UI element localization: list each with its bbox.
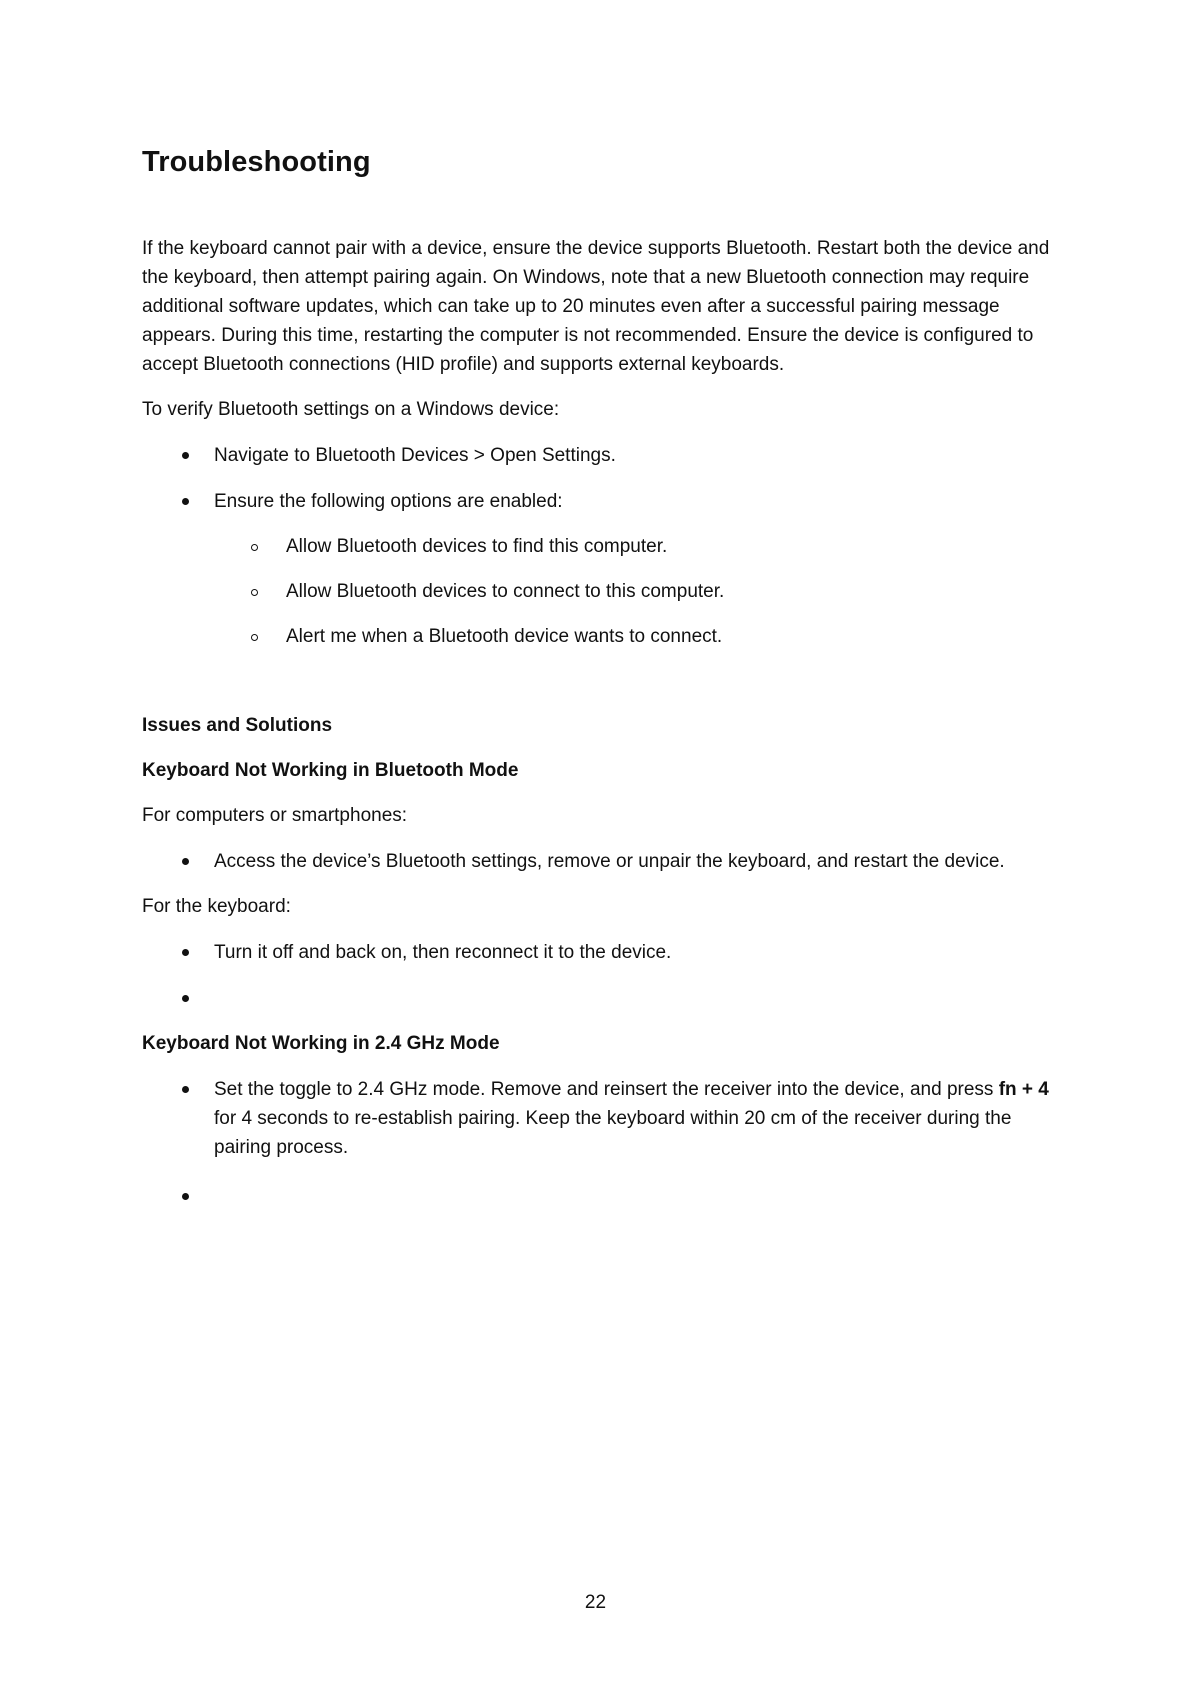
sub-list-item-text: Allow Bluetooth devices to find this computer. <box>286 536 668 557</box>
computers-steps-list <box>142 847 1052 876</box>
hollow-bullet-icon <box>251 634 258 641</box>
list-item-text: Turn it off and back on, then reconnect it to the device. <box>214 942 672 963</box>
list-item-text: Ensure the following options are enabled: <box>214 491 563 512</box>
intro-paragraph: If the keyboard cannot pair with a device, ensure the device supports Bluetooth. Restart both the device and the keyboard, then attempt pairing again. On Windows, note that a new Bluetooth connection may require additional software updates, which can take up to 20 minutes even after a successful pairing message appears. During this time, restarting the computer is not recommended. Ensure the device is configured to accept Bluetooth connections (HID profile) and supports external keyboards. <box>142 238 1050 375</box>
step-text-after-key: for 4 seconds to re-establish pairing. Keep the keyboard within 20 cm of the receiver during the pairing process. <box>214 1108 1012 1158</box>
bullet-icon <box>182 858 189 865</box>
bullet-icon <box>182 1086 189 1093</box>
bullet-icon <box>182 498 189 505</box>
list-item-text: Navigate to Bluetooth Devices > Open Settings. <box>214 445 616 466</box>
page-content <box>142 142 1052 1211</box>
hollow-bullet-icon <box>251 589 258 596</box>
bullet-icon <box>182 949 189 956</box>
verify-intro: To verify Bluetooth settings on a Windows device: <box>142 399 560 420</box>
keyboard-label: For the keyboard: <box>142 896 291 917</box>
sub-list-item <box>142 577 1052 606</box>
ghz-steps-list <box>142 1075 1052 1211</box>
keyboard-steps-list <box>142 938 1052 1013</box>
key-combination: fn + 4 <box>998 1079 1049 1100</box>
list-item <box>142 1075 1052 1162</box>
page-number: 22 <box>584 1592 607 1613</box>
list-item-text <box>214 1079 1049 1158</box>
sub-list-item <box>142 622 1052 651</box>
ghz-mode-heading: Keyboard Not Working in 2.4 GHz Mode <box>142 1033 500 1054</box>
bullet-icon <box>182 1193 189 1200</box>
verify-options-list <box>142 532 1052 651</box>
issues-heading: Issues and Solutions <box>142 715 333 736</box>
list-item <box>142 938 1052 967</box>
bluetooth-mode-heading: Keyboard Not Working in Bluetooth Mode <box>142 760 519 781</box>
step-text-before-key: Set the toggle to 2.4 GHz mode. Remove and reinsert the receiver into the device, and press <box>214 1079 999 1100</box>
verify-steps-list <box>142 441 1052 651</box>
hollow-bullet-icon <box>251 544 258 551</box>
sub-list-item <box>142 532 1052 561</box>
list-item <box>142 487 1052 651</box>
page-title: Troubleshooting <box>142 146 371 178</box>
bullet-icon <box>182 995 189 1002</box>
list-item <box>142 441 1052 470</box>
computers-label: For computers or smartphones: <box>142 805 408 826</box>
bullet-icon <box>182 452 189 459</box>
list-item-text: Access the device’s Bluetooth settings, remove or unpair the keyboard, and restart the device. <box>214 851 1005 872</box>
empty-list-item <box>142 984 1052 1013</box>
sub-list-item-text: Alert me when a Bluetooth device wants to connect. <box>286 626 723 647</box>
list-item <box>142 847 1052 876</box>
empty-list-item <box>142 1182 1052 1211</box>
sub-list-item-text: Allow Bluetooth devices to connect to this computer. <box>286 581 725 602</box>
